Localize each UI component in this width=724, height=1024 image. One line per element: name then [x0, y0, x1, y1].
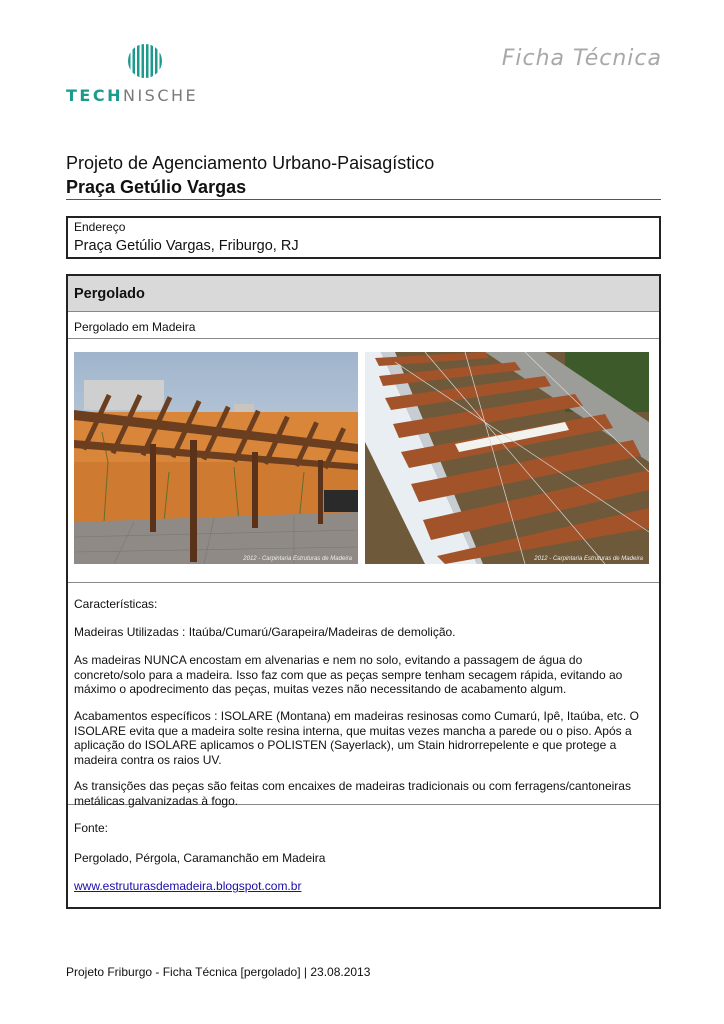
source-label: Fonte:: [74, 821, 109, 835]
characteristics-heading: Características:: [74, 597, 158, 611]
section-subtitle-row: [68, 312, 659, 339]
address-value: Praça Getúlio Vargas, Friburgo, RJ: [74, 238, 299, 254]
title-divider: [66, 199, 661, 200]
logo-wordmark: TECHNISCHE: [66, 86, 199, 105]
section-title: Pergolado: [74, 286, 145, 302]
characteristics-paragraph: Madeiras Utilizadas : Itaúba/Cumarú/Garapeira/Madeiras de demolição.: [74, 625, 456, 639]
section-subtitle: Pergolado em Madeira: [74, 320, 196, 334]
source-text: Pergolado, Pérgola, Caramanchão em Madeira: [74, 851, 326, 865]
source-block: [68, 805, 659, 907]
technische-logo: [64, 44, 234, 106]
logo-stripes-icon: [128, 44, 162, 78]
pergolado-section: [66, 274, 661, 909]
characteristics-paragraph: Acabamentos específicos : ISOLARE (Montana) em madeiras resinosas como Cumarú, Ipê, Itaúba, etc. O ISOLARE evita que a madeira solte resina interna, que muitas vezes mancha a parede ou o piso. Após a aplicação do ISOLARE aplicamos o POLISTEN (Sayerlack), um Stain hidrorrepelente e que protege a madeira contra os raios UV.: [74, 709, 639, 768]
page-footer: Projeto Friburgo - Ficha Técnica [pergolado] | 23.08.2013: [66, 965, 371, 979]
address-label: Endereço: [74, 220, 126, 234]
characteristics-paragraph: As transições das peças são feitas com encaixes de madeiras tradicionais ou com ferragens/cantoneiras metálicas galvanizadas à fogo.: [74, 779, 631, 808]
characteristics-block: [68, 583, 659, 808]
photo-credit-1: 2012 - Carpintaria Estruturas de Madeira: [243, 556, 352, 562]
photo-row: [68, 339, 659, 583]
photo-credit-2: 2012 - Carpintaria Estruturas de Madeira: [534, 556, 643, 562]
document-type-title: Ficha Técnica: [501, 46, 662, 71]
project-title: Projeto de Agenciamento Urbano-Paisagístico: [66, 153, 435, 173]
section-header: [68, 276, 659, 312]
pergola-photo-courtyard: [74, 352, 358, 564]
pergola-photo-top-view: [365, 352, 649, 564]
source-link[interactable]: www.estruturasdemadeira.blogspot.com.br: [74, 879, 302, 893]
address-box: [66, 216, 661, 259]
characteristics-paragraph: As madeiras NUNCA encostam em alvenarias e nem no solo, evitando a passagem de água do concreto/solo para a madeira. Isso faz com que as peças sempre tenham secagem rápida, evitando ao máximo o apodrecimento das peças, muitas vezes não necessitando de acabamento algum.: [74, 653, 623, 697]
project-subtitle: Praça Getúlio Vargas: [66, 177, 247, 197]
